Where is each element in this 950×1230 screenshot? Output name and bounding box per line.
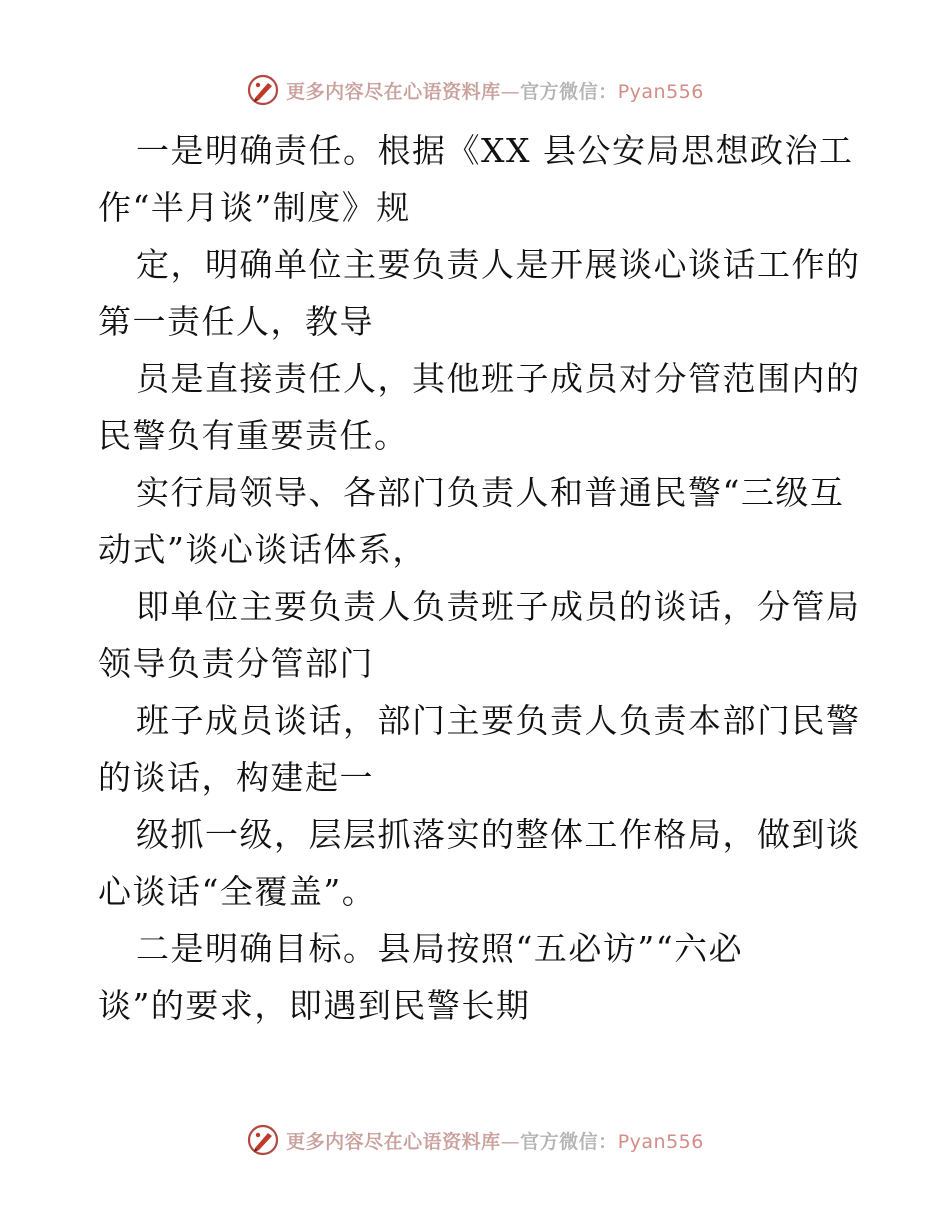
header-watermark [0, 70, 950, 110]
watermark-wechat-id: Pyan556 [617, 80, 704, 103]
text-line [98, 749, 858, 806]
text-line [98, 521, 858, 578]
watermark-official-label: 官方微信： [520, 1130, 618, 1153]
text-line [98, 464, 858, 521]
text-line-content: 心谈话“全覆盖”。 [98, 872, 377, 911]
text-line-content: 班子成员谈话，部门主要负责人负责本部门民警 [136, 701, 861, 740]
text-line-content: 定，明确单位主要负责人是开展谈心谈话工作的 [136, 245, 861, 284]
text-line-content: 员是直接责任人，其他班子成员对分管范围内的 [136, 359, 861, 398]
text-line [98, 806, 861, 863]
text-line-content: 二是明确目标。县局按照“五必访”“六必 [136, 929, 744, 968]
text-line [98, 977, 858, 1034]
text-line [98, 920, 858, 977]
text-line [98, 236, 861, 293]
text-line [98, 122, 858, 179]
watermark-text [286, 1127, 704, 1154]
text-line-content: 的谈话，构建起一 [98, 758, 374, 797]
watermark-brand: 更多内容尽在心语资料库 [286, 1130, 501, 1153]
text-line-content: 第一责任人，教导 [98, 302, 374, 341]
text-line [98, 293, 858, 350]
text-line-content: 领导负责分管部门 [98, 644, 374, 683]
watermark-brand: 更多内容尽在心语资料库 [286, 80, 501, 103]
text-line-content: 一是明确责任。根据《XX 县公安局思想政治工 [136, 131, 854, 170]
watermark-text [286, 77, 704, 104]
text-line [98, 350, 861, 407]
text-line-content: 作“半月谈”制度》规 [98, 188, 411, 227]
text-line [98, 578, 861, 635]
text-line [98, 407, 858, 464]
text-line-content: 实行局领导、各部门负责人和普通民警“三级互 [136, 473, 845, 512]
watermark-dash: — [500, 80, 521, 103]
pen-logo-icon [246, 73, 280, 107]
watermark-dash: — [500, 1130, 521, 1153]
pen-logo-icon [246, 1123, 280, 1157]
document-body [98, 122, 861, 1034]
watermark-wechat-id: Pyan556 [617, 1130, 704, 1153]
text-line [98, 692, 861, 749]
footer-watermark [0, 1120, 950, 1160]
text-line-content: 即单位主要负责人负责班子成员的谈话，分管局 [136, 587, 861, 626]
watermark-official-label: 官方微信： [520, 80, 618, 103]
text-line [98, 635, 858, 692]
text-line-content: 动式”谈心谈话体系， [98, 530, 427, 569]
text-line [98, 863, 858, 920]
text-line-content: 民警负有重要责任。 [98, 416, 409, 455]
text-line [98, 179, 858, 236]
text-line-content: 谈”的要求，即遇到民警长期 [98, 986, 531, 1025]
text-line-content: 级抓一级，层层抓落实的整体工作格局，做到谈 [136, 815, 861, 854]
